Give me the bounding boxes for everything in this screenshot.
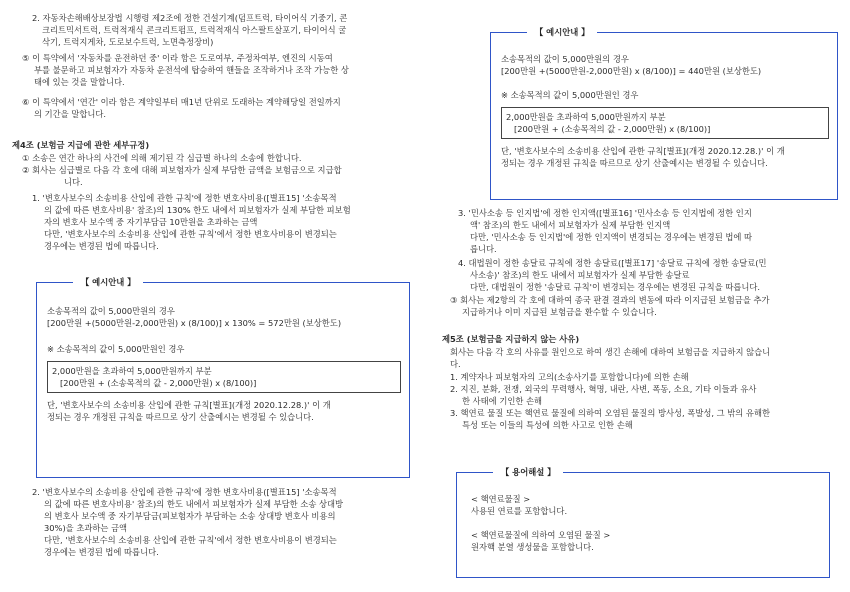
text-line: 부를 불문하고 피보험자가 자동차 운전석에 탑승하여 핸들을 조작하거나 조작 가능한 상 bbox=[34, 65, 349, 75]
text-line: 다만, '변호사보수의 소송비용 산입에 관한 규칙'에서 정한 변호사비용이 변경되는 bbox=[44, 535, 337, 545]
text-line: 단, '변호사보수의 소송비용 산입에 관한 규칙[별표](개정 2020.12.28.)' 이 개 bbox=[47, 400, 331, 410]
text-line: 한 사태에 기인한 손해 bbox=[462, 396, 543, 406]
text-line: 2,000만원을 초과하여 5,000만원까지 부분 bbox=[506, 112, 666, 122]
article-4-items bbox=[22, 152, 416, 188]
text-line: ① 소송은 연간 하나의 사건에 의해 제기된 각 심급별 하나의 소송에 한합니다. bbox=[22, 153, 302, 163]
text-line: 다만, '민사소송 등 인지법'에 정한 인지액이 변경되는 경우에는 변경된 법에 따 bbox=[470, 232, 753, 242]
text-line: ※ 소송목적의 값이 5,000만원인 경우 bbox=[501, 90, 639, 100]
text-line: [200만원 +(5000만원-2,000만원) x (8/100)] x 130% = 572만원 (보상한도) bbox=[47, 318, 342, 328]
text-line: ⑤ 이 특약에서 '자동차를 운전하던 중' 이라 함은 도로여부, 주정차여부, 엔진의 시동여 bbox=[22, 53, 333, 63]
text-line: 소송목적의 값이 5,000만원의 경우 bbox=[47, 306, 175, 316]
text-line: [200만원 + (소송목적의 값 - 2,000만원) x (8/100)] bbox=[514, 124, 711, 134]
text-line: 크리트믹서트럭, 트럭적재식 콘크리트펌프, 트럭적재식 아스팔트살포기, 타이어식 굴 bbox=[42, 25, 347, 35]
text-line: 회사는 다음 각 호의 사유를 원인으로 하여 생긴 손해에 대하여 보험금을 지급하지 않습니 bbox=[450, 347, 771, 357]
text-line: 릅니다. bbox=[470, 244, 497, 254]
calc-formula-box bbox=[47, 361, 401, 393]
text-line: 의 변호사 보수액 중 자기부담금(피보험자가 부담하는 소송 상대방 변호사 비용의 bbox=[44, 511, 336, 521]
text-line: 2. 자동차손해배상보장법 시행령 제2조에 정한 건설기계(덤프트럭, 타이어식 기중기, 콘 bbox=[32, 13, 348, 23]
text-line: 1. 계약자나 피보험자의 고의(소송사기를 포함합니다)에 의한 손해 bbox=[450, 372, 689, 382]
text-line: [200만원 +(5000만원-2,000만원) x (8/100)] = 440만원 (보상한도) bbox=[501, 66, 762, 76]
text-line: ③ 회사는 제2항의 각 호에 대하여 종국 판결 결과의 변동에 따라 이지급된 보험금을 추가 bbox=[450, 295, 770, 305]
article-5-items bbox=[450, 371, 842, 431]
text-line: 소송목적의 값이 5,000만원의 경우 bbox=[501, 54, 629, 64]
article-5-title: 제5조 (보험금을 지급하지 않는 사유) bbox=[442, 334, 580, 344]
text-line: 사소송)' 참조)의 한도 내에서 피보험자가 실제 부담한 송달료 bbox=[470, 270, 690, 280]
clause-6 bbox=[22, 96, 416, 120]
text-line: ※ 소송목적의 값이 5,000만원인 경우 bbox=[47, 344, 185, 354]
glossary-box-label: 【 용어해설 】 bbox=[493, 466, 563, 479]
text-line: 액' 참조)의 한도 내에서 피보험자가 실제 부담한 인지액 bbox=[470, 220, 671, 230]
text-line: 의 값에 따른 변호사비용' 참조)의 130% 한도 내에서 피보험자가 실제 부담한 피보험 bbox=[44, 205, 351, 215]
text-line: 3. 핵연료 물질 또는 핵연료 물질에 의하여 오염된 물질의 방사성, 폭발성, 그 밖의 유해한 bbox=[450, 408, 770, 418]
text-line: 니다. bbox=[64, 177, 83, 187]
spacer-line bbox=[471, 517, 811, 529]
text-line: 경우에는 변경된 법에 따릅니다. bbox=[44, 241, 159, 251]
example-box-label: 【 예시안내 】 bbox=[73, 276, 143, 289]
example-box bbox=[490, 27, 838, 200]
article-5-intro bbox=[450, 346, 842, 370]
text-line: 2. 지진, 분화, 전쟁, 외국의 무력행사, 혁명, 내란, 사변, 폭동, 소요, 기타 이들과 유사 bbox=[450, 384, 757, 394]
sub-4 bbox=[458, 257, 842, 293]
text-line: 2,000만원을 초과하여 5,000만원까지 부분 bbox=[52, 366, 212, 376]
text-line: 3. '민사소송 등 인지법'에 정한 인지액([별표16] '민사소송 등 인지법에 정한 인지 bbox=[458, 208, 752, 218]
text-line: ② 회사는 심급별로 다음 각 호에 대해 피보험자가 실제 부담한 금액을 보험금으로 지급합 bbox=[22, 165, 342, 175]
text-line: 1. '변호사보수의 소송비용 산입에 관한 규칙'에 정한 변호사비용([별표15] '소송목적 bbox=[32, 193, 337, 203]
clause-3 bbox=[450, 294, 842, 318]
text-line: 다. bbox=[450, 359, 461, 369]
text-line: 2. '변호사보수의 소송비용 산입에 관한 규칙'에 정한 변호사비용([별표15] '소송목적 bbox=[32, 487, 337, 497]
text-line: 정되는 경우 개정된 규칙을 따르므로 상기 산출예시는 변경될 수 있습니다. bbox=[47, 412, 314, 422]
text-line: < 핵연료물질에 의하여 오염된 물질 > bbox=[471, 530, 611, 540]
text-line: 태에 있는 것을 말합니다. bbox=[34, 77, 125, 87]
article-4-title: 제4조 (보험금 지급에 관한 세부규정) bbox=[12, 140, 150, 150]
example-box bbox=[36, 277, 410, 478]
text-line: 다만, 대법원이 정한 '송달료 규칙'이 변경되는 경우에는 변경된 규칙을 따릅니다. bbox=[470, 282, 761, 292]
article-4-sub-1 bbox=[32, 192, 416, 252]
text-line: 의 기간을 말합니다. bbox=[34, 109, 107, 119]
text-line: 30%)을 초과하는 금액 bbox=[44, 523, 128, 533]
text-line: 경우에는 변경된 법에 따릅니다. bbox=[44, 547, 159, 557]
text-line: 삭기, 트럭지게차, 도로보수트럭, 노면측정장비) bbox=[42, 37, 214, 47]
construction-machinery-item bbox=[32, 12, 416, 48]
text-line: < 핵연료물질 > bbox=[471, 494, 531, 504]
text-line: 정되는 경우 개정된 규칙을 따르므로 상기 산출예시는 변경될 수 있습니다. bbox=[501, 158, 768, 168]
text-line: [200만원 + (소송목적의 값 - 2,000만원) x (8/100)] bbox=[60, 378, 257, 388]
example-box-label: 【 예시안내 】 bbox=[527, 26, 597, 39]
article-4-sub-2 bbox=[32, 486, 416, 558]
text-line: 다만, '변호사보수의 소송비용 산입에 관한 규칙'에서 정한 변호사비용이 변경되는 bbox=[44, 229, 337, 239]
glossary-box bbox=[456, 467, 830, 578]
text-line: 단, '변호사보수의 소송비용 산입에 관한 규칙[별표](개정 2020.12.28.)' 이 개 bbox=[501, 146, 785, 156]
text-line: 사용된 연료를 포함합니다. bbox=[471, 506, 568, 516]
text-line: 원자핵 분열 생성물을 포함합니다. bbox=[471, 542, 594, 552]
text-line: 지급하거나 이미 지급된 보험금을 환수할 수 있습니다. bbox=[462, 307, 657, 317]
text-line: 의 값에 따른 변호사비용' 참조)의 한도 내에서 피보험자가 실제 부담한 소송 상대방 bbox=[44, 499, 344, 509]
text-line: 특성 또는 이들의 특성에 의한 사고로 인한 손해 bbox=[462, 420, 633, 430]
text-line: 4. 대법원이 정한 송달료 규칙에 정한 송달료([별표17] '송달료 규칙에 정한 송달료(민 bbox=[458, 258, 767, 268]
clause-5 bbox=[22, 52, 416, 88]
text-line: ⑥ 이 특약에서 '연간' 이라 함은 계약일부터 매1년 단위로 도래하는 계약해당일 전일까지 bbox=[22, 97, 341, 107]
calc-formula-box bbox=[501, 107, 829, 139]
text-line: 자의 변호사 보수액 중 자기부담금 10만원을 초과하는 금액 bbox=[44, 217, 258, 227]
sub-3 bbox=[458, 207, 842, 255]
